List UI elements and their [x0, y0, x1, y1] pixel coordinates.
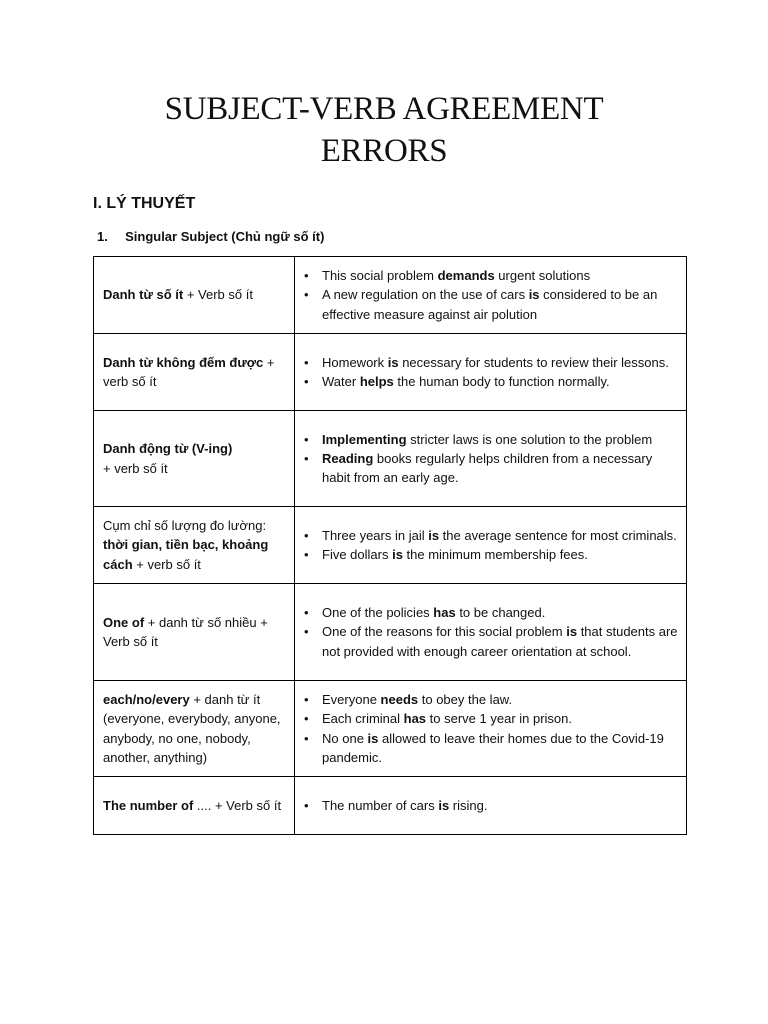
text-run: .... + Verb số ít: [193, 797, 282, 813]
text-run: allowed to leave their homes due to the Covid-19 pandemic.: [322, 730, 664, 765]
text-run: rising.: [449, 797, 488, 813]
bold-text: Implementing: [322, 431, 407, 447]
text-run: Each criminal: [322, 711, 404, 727]
example-list: [304, 353, 678, 392]
example-item: [304, 285, 678, 324]
example-item: [304, 709, 678, 728]
text-run: + verb số ít: [103, 354, 275, 389]
example-item: [304, 353, 678, 372]
bold-text: is: [528, 287, 540, 303]
table-row: [94, 681, 687, 777]
bold-text: One of: [103, 614, 145, 630]
bold-text: is: [392, 547, 403, 562]
text-run: + Verb số ít: [183, 287, 253, 303]
example-item: [304, 449, 678, 488]
rule-cell: [94, 681, 295, 777]
example-item: [304, 372, 678, 391]
text-run: A new regulation on the use of cars: [322, 287, 529, 303]
table-row: [94, 777, 687, 835]
text-run: to obey the law.: [418, 691, 513, 707]
examples-cell: [295, 411, 687, 507]
examples-cell: [295, 507, 687, 584]
example-item: [304, 729, 678, 768]
table-row: [94, 507, 687, 584]
text-run: Everyone: [322, 691, 381, 707]
subsection-number: 1.: [97, 229, 108, 244]
bold-text: Danh động từ (V-ing): [103, 441, 233, 457]
grammar-rules-table: [93, 256, 687, 835]
example-list: [304, 603, 678, 661]
example-item: [304, 622, 678, 661]
bold-text: is: [438, 797, 450, 813]
text-run: One of the policies: [322, 605, 434, 621]
examples-cell: [295, 584, 687, 681]
text-run: The number of cars: [322, 797, 439, 813]
example-item: [304, 690, 678, 709]
examples-cell: [295, 681, 687, 777]
text-run: No one: [322, 730, 368, 746]
examples-cell: [295, 257, 687, 334]
example-list: [304, 690, 678, 767]
bold-text: helps: [359, 374, 394, 389]
text-run: Water: [322, 374, 360, 389]
table-row: [94, 584, 687, 681]
text-run: the minimum membership fees.: [402, 547, 588, 562]
text-run: One of the reasons for this social problem: [322, 624, 567, 640]
bold-text: Danh từ số ít: [103, 287, 184, 303]
section-heading: I. LÝ THUYẾT: [93, 195, 196, 212]
page-title: [0, 88, 768, 172]
example-item: [304, 266, 678, 285]
rule-cell: [94, 411, 295, 507]
rule-cell: [94, 507, 295, 584]
bold-text: is: [367, 730, 379, 746]
example-list: [304, 796, 678, 815]
text-run: stricter laws is one solution to the problem: [406, 431, 653, 447]
text-run: Cụm chỉ số lượng đo lường:: [103, 518, 267, 534]
text-run: books regularly helps children from a necessary habit from an early age.: [322, 450, 653, 486]
text-run: necessary for students to review their lessons.: [398, 354, 669, 370]
text-run: urgent solutions: [494, 268, 591, 284]
bold-text: has: [433, 605, 456, 621]
page-title-line-1: SUBJECT-VERB AGREEMENT: [164, 91, 604, 127]
text-run: This social problem: [322, 268, 438, 284]
text-run: to serve 1 year in prison.: [426, 711, 573, 727]
examples-cell: [295, 777, 687, 835]
bold-text: Reading: [322, 450, 374, 466]
text-run: + danh từ số nhiều + Verb số ít: [103, 614, 268, 649]
text-run: Five dollars: [322, 547, 393, 562]
bold-text: has: [403, 711, 427, 727]
text-run: + danh từ ít (everyone, everybody, anyone, anybody, no one, nobody, another, anything): [103, 691, 281, 765]
rule-cell: [94, 334, 295, 411]
text-run: Three years in jail: [322, 527, 429, 543]
example-list: [304, 430, 678, 488]
subsection-heading: [97, 228, 324, 246]
example-item: [304, 526, 678, 545]
table-row: [94, 411, 687, 507]
example-item: [304, 545, 678, 564]
example-list: [304, 526, 678, 565]
text-run: + verb số ít: [103, 460, 168, 476]
text-run: the human body to function normally.: [393, 374, 610, 389]
example-item: [304, 603, 678, 622]
bold-text: is: [428, 527, 440, 543]
examples-cell: [295, 334, 687, 411]
example-item: [304, 430, 678, 449]
text-run: considered to be an effective measure against air polution: [322, 287, 658, 322]
text-run: that students are not provided with enough career orientation at school.: [322, 624, 678, 659]
bold-text: Danh từ không đếm được: [103, 354, 264, 370]
text-run: Homework: [322, 354, 388, 370]
bold-text: is: [566, 624, 578, 640]
bold-text: thời gian, tiền bạc, khoảng cách: [103, 537, 269, 572]
table-body: [94, 257, 687, 835]
subsection-title: Singular Subject (Chủ ngữ số ít): [125, 229, 325, 244]
bold-text: demands: [437, 268, 495, 284]
text-run: to be changed.: [455, 605, 546, 621]
rule-cell: [94, 584, 295, 681]
table-row: [94, 334, 687, 411]
page-title-line-2: ERRORS: [320, 133, 448, 169]
text-run: + verb số ít: [132, 556, 201, 572]
bold-text: each/no/every: [103, 691, 190, 707]
text-run: the average sentence for most criminals.: [439, 527, 677, 543]
bold-text: is: [387, 354, 399, 370]
example-list: [304, 266, 678, 324]
rule-cell: [94, 257, 295, 334]
bold-text: needs: [380, 691, 419, 707]
bold-text: The number of: [103, 797, 194, 813]
rule-cell: [94, 777, 295, 835]
table-row: [94, 257, 687, 334]
example-item: [304, 796, 678, 815]
